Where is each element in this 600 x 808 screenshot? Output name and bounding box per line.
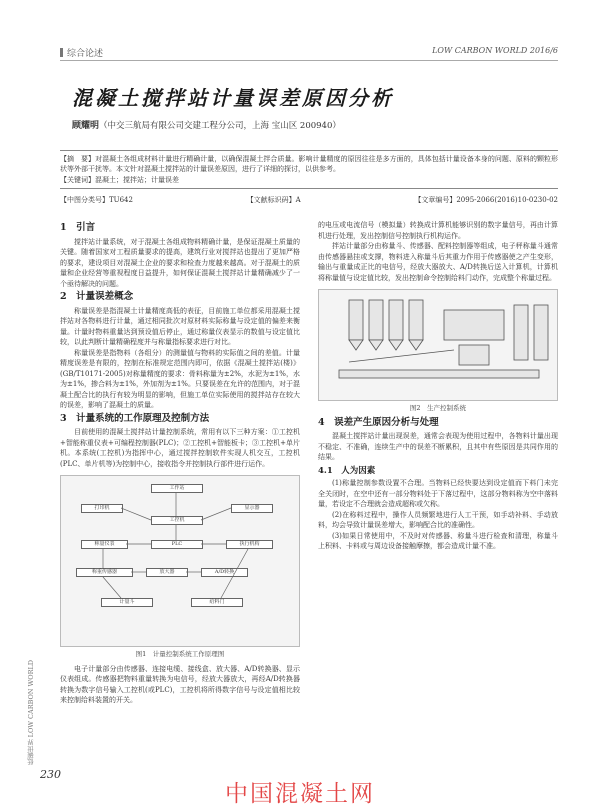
fig-box-actuator: 执行机构 — [226, 540, 273, 549]
clc-number: 【中图分类号】TU642 — [60, 196, 133, 204]
heading-human-factors: 4.1 人为因素 — [318, 465, 376, 476]
section-label-text: 综合论述 — [67, 49, 104, 59]
paragraph: 搅拌站计量系统，对于混凝土各组成物料精确计量，是保证混凝土质量的关键。随着国家对工程质量要求的提高，建筑行业对搅拌站也提出了更加严格的要求，建设项目对混凝土企业的要求和检查力度越来越高。对于混凝土的质量和企业经营等重视程度日益提升，如何保证混凝土搅拌站计量精确减少了一个亟待解决的问题。 — [60, 237, 300, 288]
fig-box-workstation: 工作站 — [151, 484, 203, 493]
left-column — [60, 220, 300, 785]
heading-introduction: 1 引言 — [60, 222, 96, 233]
classification-row — [60, 195, 558, 205]
fig-box-hopper: 计量斗 — [101, 598, 153, 607]
right-column — [318, 220, 558, 785]
journal-name: LOW CARBON WORLD 2016/6 — [432, 46, 558, 55]
page-number: 230 — [40, 768, 61, 781]
plant-illustration — [319, 290, 557, 400]
paragraph: 称量误差是指混凝土计量精度高低的表征，目前施工单位都采用混凝土搅拌站对各物料进行计量，通过相同批次对原材料实际称量与设定值的偏差来衡量。计量时物料重量达到预设值后停止，通过称量仪表显示的数值与设定值比较，以此判断计量精确程度并与称量指标要求进行对比。 — [60, 306, 300, 346]
fig-box-ipc: 工控机 — [151, 516, 203, 525]
paragraph: (3)如果日常使用中，不及时对传感器、称量斗进行检查和清理，称量斗上积料、卡料或与周边设备接触摩擦，都会造成计量不准。 — [318, 531, 558, 550]
paragraph: 称量误差是指物料（各组分）的测量值与物料的实际值之间的差值。计量精度误差是有限的，控制在标准规定范围内即可，依据《混凝土搅拌站(楼)》(GB/T10171-2005)对称量精度的要求：骨料称量为±2%，水泥为±1%，水为±1%，掺合料为±1%，外加剂为±1%。只要误差在允许的范围内，对于混凝土配合比的执行有较为明显的影响，但施工单位实际使用的搅拌站存在较大的误差，影响了混凝土的质量。 — [60, 348, 300, 409]
fig-box-ad-converter: A/D转换 — [201, 568, 248, 577]
document-code: 【文献标识码】A — [246, 196, 301, 204]
journal-side-text: 低碳世界 LOW CARBON WORLD — [27, 660, 35, 766]
figure-1 — [60, 475, 300, 647]
paragraph: 电子计量部分由传感器、连接电缆、接线盒、放大器、A/D转换器、显示仪表组成。传感器把物料重量转换为电信号，经放大器放大，再经A/D转换器转换为数字信号输入工控机(或PLC)，工控机将所得数字信号与设定值相比较来控制给料装置的开关。 — [60, 664, 300, 704]
paragraph: (1)称量控制参数设置不合理。当物料已经快要达到设定值而下料门未完全关闭时，在空中还有一部分物料处于下落过程中，这部分物料称为空中落料量，若设定不合理就会造成超称或欠称。 — [318, 479, 558, 508]
heading-working-principle: 3 计量系统的工作原理及控制方法 — [60, 412, 210, 424]
author-name: 顾耀明 — [72, 121, 100, 131]
paragraph: (2)在称料过程中，操作人员频繁地进行人工干预，如手动补料、手动放料，均会导致计量误差增大，影响配合比的准确性。 — [318, 510, 558, 529]
fig-box-amplifier: 放大器 — [146, 568, 188, 577]
heading-error-concept: 2 计量误差概念 — [60, 291, 134, 302]
figure-2 — [318, 289, 558, 401]
article-title: 混凝土搅拌站计量误差原因分析 — [72, 86, 394, 110]
fig-box-plc: PLC — [151, 540, 203, 549]
paragraph: 目前使用的混凝土搅拌站计量控制系统，常用有以下三种方案：①工控机+智能称重仪表+可编程控制器(PLC)；②工控机+智能板卡；③工控机+单片机。本系统(工控机)为指挥中心，通过搅拌控制软件实现人机交互，工控机(PLC、单片机等)为控制中心，接收指令并控制执行部件进行运作。 — [60, 428, 300, 468]
abstract-box — [60, 150, 558, 189]
paragraph: 的电压或电流信号（模拟量）转换成计算机能够识别的数字量信号，再由计算机进行处理，发出控制信号控制执行机构运作。 — [318, 221, 558, 240]
section-label — [60, 46, 103, 59]
watermark: 中国混凝土网 — [225, 781, 375, 807]
header-rule — [60, 60, 558, 61]
figure-1-connectors — [61, 476, 300, 646]
fig-box-monitor: 显示器 — [231, 504, 273, 513]
author-affiliation: （中交三航局有限公司交建工程分公司，上海 宝山区 200940） — [99, 121, 341, 131]
paragraph: 混凝土搅拌站计量出现误差，通常会表现为使用过程中，各物料计量出现不稳定、不准确，连续生产中的误差不断累积，且其中有些原因是共同作用的结果。 — [318, 432, 558, 461]
fig-box-weighing-meter: 称量仪表 — [81, 540, 128, 549]
figure-1-caption: 图1 计量控制系统工作原理图 — [135, 650, 225, 658]
article-number: 【文章编号】2095-2066(2016)10-0230-02 — [414, 196, 558, 204]
fig-box-printer: 打印机 — [81, 504, 123, 513]
section-mark — [60, 48, 63, 57]
fig-box-feed-gate: 给料门 — [191, 598, 243, 607]
fig-box-load-cell: 称重传感器 — [76, 568, 133, 577]
abstract: 【摘 要】对混凝土各组成材料计量进行精确计量，以确保混凝土拌合质量。影响计量精度的原因往往是多方面的，具体包括计量设备本身的问题、原料的颗粒形状等外部干扰等。本文针对混凝土搅拌站的计量误差原因，进行了详细的探讨，以供参考。 — [60, 155, 558, 173]
figure-2-caption: 图2 生产控制系统 — [409, 404, 467, 412]
heading-error-causes: 4 误差产生原因分析与处理 — [318, 416, 439, 428]
paragraph: 拌站计量部分由称量斗、传感器、配料控制器等组成，电子秤称量斗通常由传感器悬挂或支撑，物料进入称量斗后其重力作用于传感器使之产生变形，输出与重量成正比的电信号，经放大器放大、A/D转换后送入计算机，计算机将称量值与设定值比较，发出控制命令控制给料门动作，完成整个称量过程。 — [318, 242, 558, 282]
author-line — [72, 118, 341, 131]
keywords: 【关键词】混凝土；搅拌站；计量误差 — [60, 176, 179, 184]
